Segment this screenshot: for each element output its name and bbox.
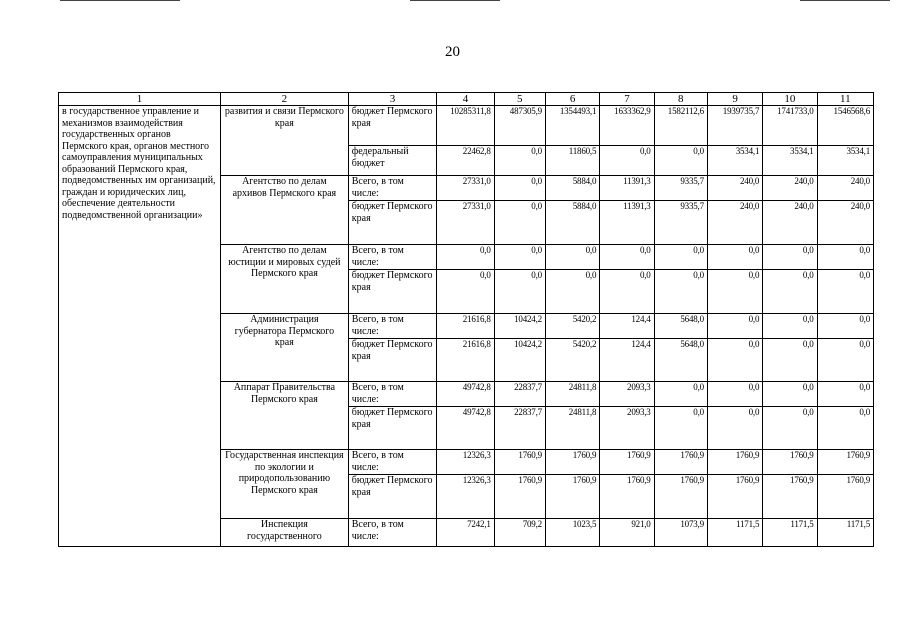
amount-cell: 11860,5: [545, 146, 599, 176]
amount-cell: 0,0: [494, 146, 545, 176]
amount-cell: 7242,1: [437, 519, 494, 547]
amount-cell: 0,0: [654, 382, 707, 407]
amount-cell: 21616,8: [437, 339, 494, 382]
col-header: 7: [600, 93, 654, 106]
amount-cell: 1023,5: [545, 519, 599, 547]
amount-cell: 0,0: [654, 270, 707, 314]
amount-cell: 5648,0: [654, 314, 707, 339]
amount-cell: 0,0: [494, 270, 545, 314]
budget-table: [58, 92, 874, 547]
top-rule-right: [800, 0, 890, 1]
amount-cell: 12326,3: [437, 475, 494, 519]
col-header: 10: [763, 93, 817, 106]
amount-cell: 921,0: [600, 519, 654, 547]
amount-cell: 0,0: [600, 146, 654, 176]
col-header: 11: [817, 93, 873, 106]
amount-cell: 124,4: [600, 339, 654, 382]
amount-cell: 5648,0: [654, 339, 707, 382]
amount-cell: 0,0: [763, 270, 817, 314]
amount-cell: 1354493,1: [545, 106, 599, 146]
amount-cell: 10424,2: [494, 314, 545, 339]
amount-cell: 0,0: [707, 339, 762, 382]
executor-cell: Аппарат Правительства Пермского края: [220, 382, 348, 450]
amount-cell: 5420,2: [545, 339, 599, 382]
amount-cell: 0,0: [817, 270, 873, 314]
amount-cell: 0,0: [763, 245, 817, 270]
amount-cell: 1939735,7: [707, 106, 762, 146]
amount-cell: 1760,9: [707, 450, 762, 475]
funding-source-cell: Всего, в том числе:: [348, 245, 437, 270]
amount-cell: 49742,8: [437, 382, 494, 407]
amount-cell: 240,0: [707, 201, 762, 245]
amount-cell: 0,0: [494, 201, 545, 245]
funding-source-cell: Всего, в том числе:: [348, 450, 437, 475]
amount-cell: 11391,3: [600, 176, 654, 201]
funding-source-cell: Всего, в том числе:: [348, 314, 437, 339]
amount-cell: 22837,7: [494, 382, 545, 407]
amount-cell: 0,0: [707, 407, 762, 450]
executor-cell: Агентство по делам архивов Пермского края: [220, 176, 348, 245]
amount-cell: 0,0: [707, 245, 762, 270]
amount-cell: 5884,0: [545, 201, 599, 245]
amount-cell: 3534,1: [763, 146, 817, 176]
executor-cell: Инспекция государственного: [220, 519, 348, 547]
amount-cell: 0,0: [545, 245, 599, 270]
col-header: 2: [220, 93, 348, 106]
amount-cell: 0,0: [763, 382, 817, 407]
amount-cell: 1760,9: [654, 475, 707, 519]
amount-cell: 0,0: [494, 176, 545, 201]
amount-cell: 11391,3: [600, 201, 654, 245]
amount-cell: 709,2: [494, 519, 545, 547]
amount-cell: 1760,9: [817, 450, 873, 475]
amount-cell: 0,0: [437, 270, 494, 314]
amount-cell: 0,0: [600, 270, 654, 314]
amount-cell: 0,0: [707, 314, 762, 339]
amount-cell: 2093,3: [600, 407, 654, 450]
amount-cell: 0,0: [707, 382, 762, 407]
col-header: 6: [545, 93, 599, 106]
amount-cell: 5884,0: [545, 176, 599, 201]
amount-cell: 240,0: [707, 176, 762, 201]
amount-cell: 2093,3: [600, 382, 654, 407]
amount-cell: 1171,5: [763, 519, 817, 547]
amount-cell: 0,0: [763, 314, 817, 339]
amount-cell: 0,0: [817, 382, 873, 407]
top-rule-center: [410, 0, 500, 1]
amount-cell: 0,0: [707, 270, 762, 314]
executor-cell: Агентство по делам юстиции и мировых судей Пермского края: [220, 245, 348, 314]
amount-cell: 1760,9: [763, 475, 817, 519]
col-header: 4: [437, 93, 494, 106]
amount-cell: 1171,5: [817, 519, 873, 547]
amount-cell: 10424,2: [494, 339, 545, 382]
amount-cell: 12326,3: [437, 450, 494, 475]
funding-source-cell: бюджет Пермского края: [348, 201, 437, 245]
col-header: 1: [59, 93, 221, 106]
amount-cell: 0,0: [600, 245, 654, 270]
executor-cell: Администрация губернатора Пермского края: [220, 314, 348, 382]
col-header: 8: [654, 93, 707, 106]
amount-cell: 0,0: [817, 314, 873, 339]
funding-source-cell: бюджет Пермского края: [348, 407, 437, 450]
amount-cell: 1073,9: [654, 519, 707, 547]
amount-cell: 0,0: [654, 407, 707, 450]
amount-cell: 1633362,9: [600, 106, 654, 146]
amount-cell: 1760,9: [817, 475, 873, 519]
amount-cell: 240,0: [817, 201, 873, 245]
executor-cell: Государственная инспекция по экологии и природопользованию Пермского края: [220, 450, 348, 519]
amount-cell: 27331,0: [437, 201, 494, 245]
amount-cell: 5420,2: [545, 314, 599, 339]
amount-cell: 3534,1: [707, 146, 762, 176]
page-number: 20: [445, 44, 460, 60]
program-description-cell: в государственное управление и механизмов взаимодействия государственных органов Пермского края, органов местного самоуправления муниципальных образований Пермского края, подведомственных им организаций, граждан и юридических лиц, обеспечение деятельности подведомственной организации»: [59, 106, 221, 547]
amount-cell: 487305,9: [494, 106, 545, 146]
amount-cell: 0,0: [817, 407, 873, 450]
funding-source-cell: бюджет Пермского края: [348, 270, 437, 314]
amount-cell: 21616,8: [437, 314, 494, 339]
top-rule-left: [60, 0, 180, 1]
funding-source-cell: Всего, в том числе:: [348, 176, 437, 201]
amount-cell: 27331,0: [437, 176, 494, 201]
col-header: 3: [348, 93, 437, 106]
table-row: [59, 106, 874, 146]
amount-cell: 240,0: [763, 201, 817, 245]
amount-cell: 1760,9: [654, 450, 707, 475]
amount-cell: 0,0: [654, 146, 707, 176]
amount-cell: 0,0: [817, 245, 873, 270]
col-header: 5: [494, 93, 545, 106]
amount-cell: 22462,8: [437, 146, 494, 176]
funding-source-cell: федеральный бюджет: [348, 146, 437, 176]
amount-cell: 0,0: [817, 339, 873, 382]
amount-cell: 1741733,0: [763, 106, 817, 146]
amount-cell: 49742,8: [437, 407, 494, 450]
funding-source-cell: Всего, в том числе:: [348, 519, 437, 547]
amount-cell: 1760,9: [545, 450, 599, 475]
amount-cell: 22837,7: [494, 407, 545, 450]
amount-cell: 3534,1: [817, 146, 873, 176]
amount-cell: 24811,8: [545, 382, 599, 407]
col-header: 9: [707, 93, 762, 106]
amount-cell: 124,4: [600, 314, 654, 339]
amount-cell: 0,0: [494, 245, 545, 270]
amount-cell: 1760,9: [494, 475, 545, 519]
amount-cell: 0,0: [545, 270, 599, 314]
amount-cell: 24811,8: [545, 407, 599, 450]
amount-cell: 1760,9: [545, 475, 599, 519]
amount-cell: 0,0: [763, 339, 817, 382]
funding-source-cell: бюджет Пермского края: [348, 475, 437, 519]
amount-cell: 9335,7: [654, 201, 707, 245]
funding-source-cell: Всего, в том числе:: [348, 382, 437, 407]
amount-cell: 0,0: [654, 245, 707, 270]
amount-cell: 1760,9: [707, 475, 762, 519]
amount-cell: 1582112,6: [654, 106, 707, 146]
amount-cell: 1760,9: [600, 450, 654, 475]
amount-cell: 1171,5: [707, 519, 762, 547]
amount-cell: 240,0: [817, 176, 873, 201]
amount-cell: 1760,9: [763, 450, 817, 475]
amount-cell: 1546568,6: [817, 106, 873, 146]
amount-cell: 1760,9: [600, 475, 654, 519]
amount-cell: 10285311,8: [437, 106, 494, 146]
executor-cell: развития и связи Пермского края: [220, 106, 348, 176]
amount-cell: 0,0: [437, 245, 494, 270]
amount-cell: 9335,7: [654, 176, 707, 201]
amount-cell: 240,0: [763, 176, 817, 201]
funding-source-cell: бюджет Пермского края: [348, 339, 437, 382]
amount-cell: 0,0: [763, 407, 817, 450]
amount-cell: 1760,9: [494, 450, 545, 475]
header-row: [59, 93, 874, 106]
funding-source-cell: бюджет Пермского края: [348, 106, 437, 146]
